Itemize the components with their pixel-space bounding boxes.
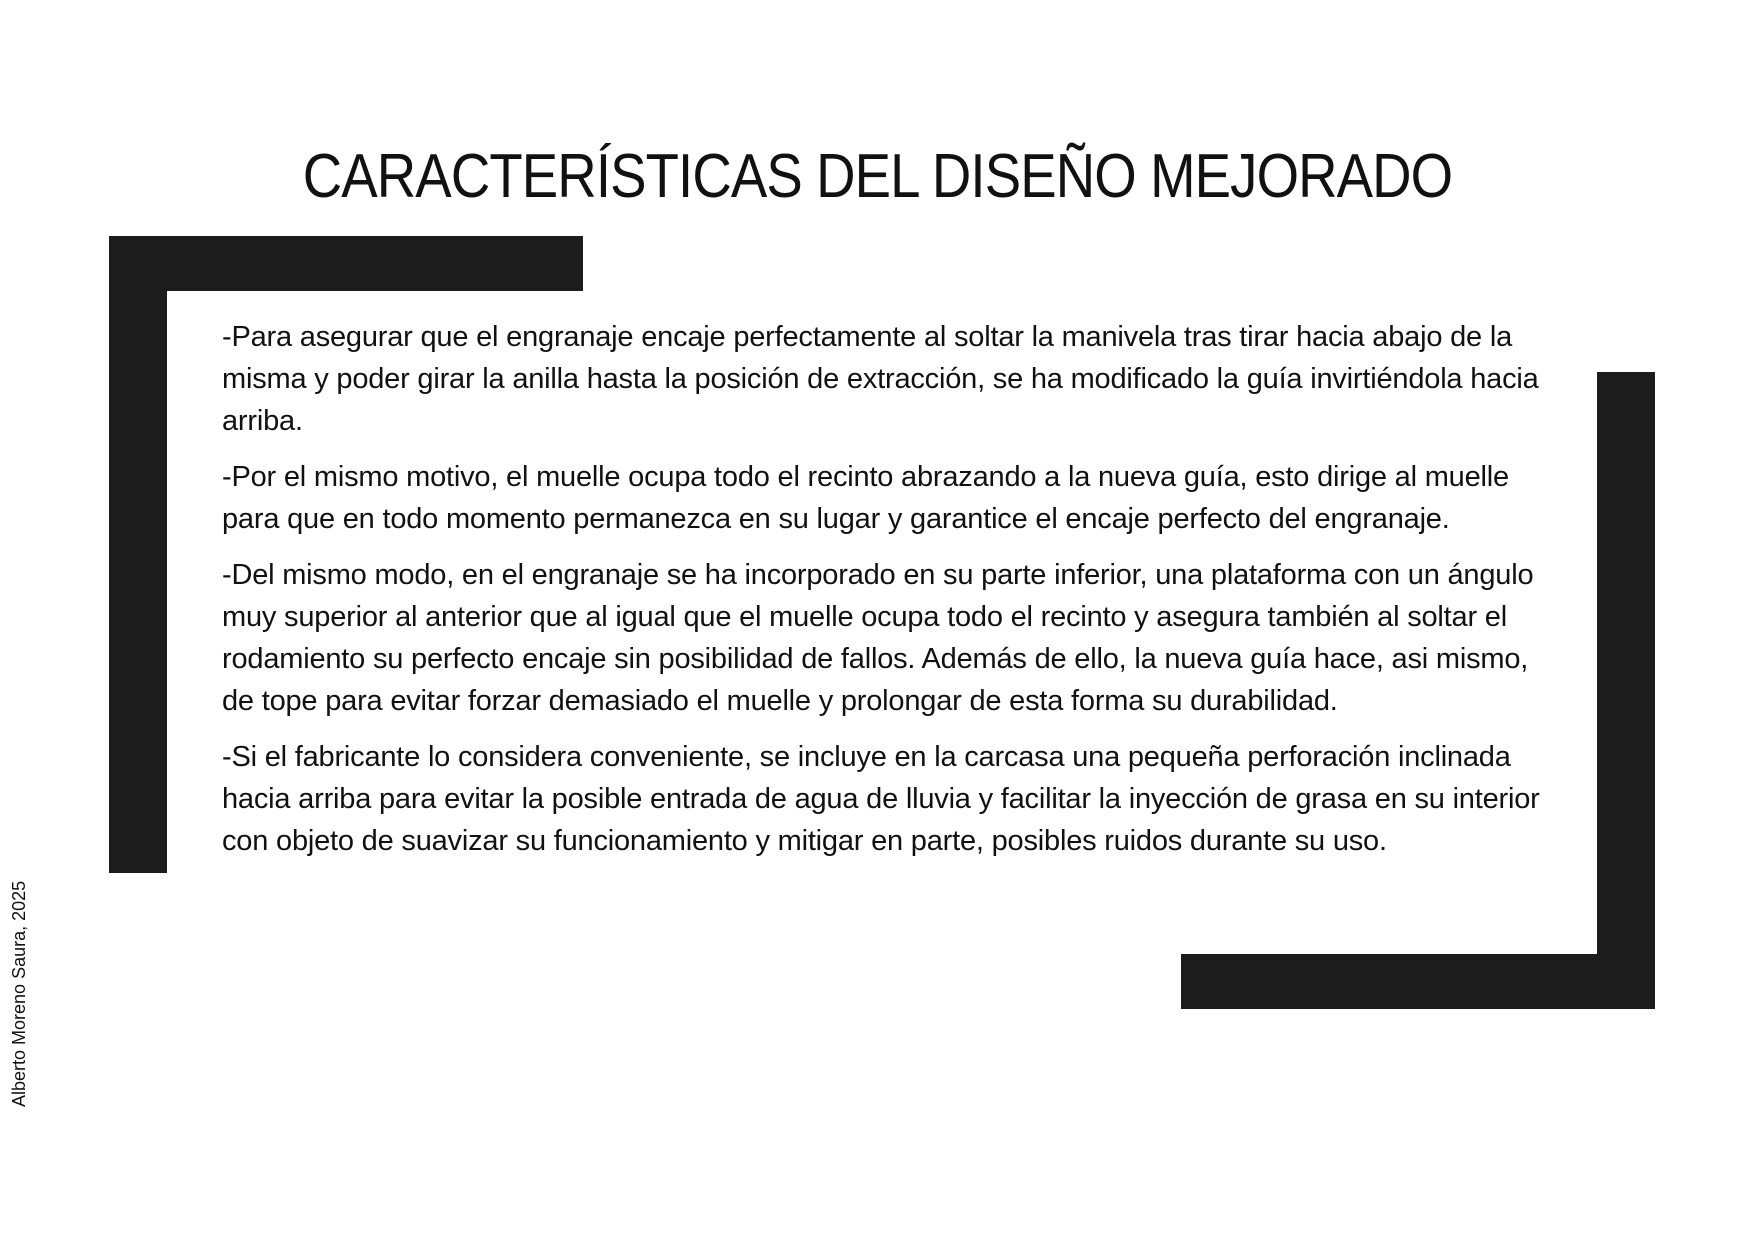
slide-title: CARACTERÍSTICAS DEL DISEÑO MEJORADO [302,142,1453,211]
body-paragraph: -Del mismo modo, en el engranaje se ha incorporado en su parte inferior, una plataforma con un ángulo muy superior al anterior que al igual que el muelle ocupa todo el recinto y asegura también al soltar el rodamiento su perfecto encaje sin posibilidad de fallos. Además de ello, la nueva guía hace, asi mismo, de tope para evitar forzar demasiado el muelle y prolongar de esta forma su durabilidad. [222,559,1534,717]
body-paragraph: -Por el mismo motivo, el muelle ocupa todo el recinto abrazando a la nueva guía, esto dirige al muelle para que en todo momento permanezca en su lugar y garantice el encaje perfecto del engranaje. [222,461,1509,535]
body-paragraph: -Para asegurar que el engranaje encaje perfectamente al soltar la manivela tras tirar hacia abajo de la misma y poder girar la anilla hasta la posición de extracción, se ha modificado la guía invirtiéndola hacia arriba. [222,321,1539,437]
bottom-right-bracket-vertical [1597,372,1655,1009]
top-left-bracket-horizontal [109,236,583,291]
slide-body [222,316,1552,876]
top-left-bracket-vertical [109,236,167,873]
author-credit: Alberto Moreno Saura, 2025 [9,880,29,1107]
bottom-right-bracket-horizontal [1181,954,1655,1009]
body-paragraph: -Si el fabricante lo considera conveniente, se incluye en la carcasa una pequeña perforación inclinada hacia arriba para evitar la posible entrada de agua de lluvia y facilitar la inyección de grasa en su interior con objeto de suavizar su funcionamiento y mitigar en parte, posibles ruidos durante su uso. [222,741,1540,857]
